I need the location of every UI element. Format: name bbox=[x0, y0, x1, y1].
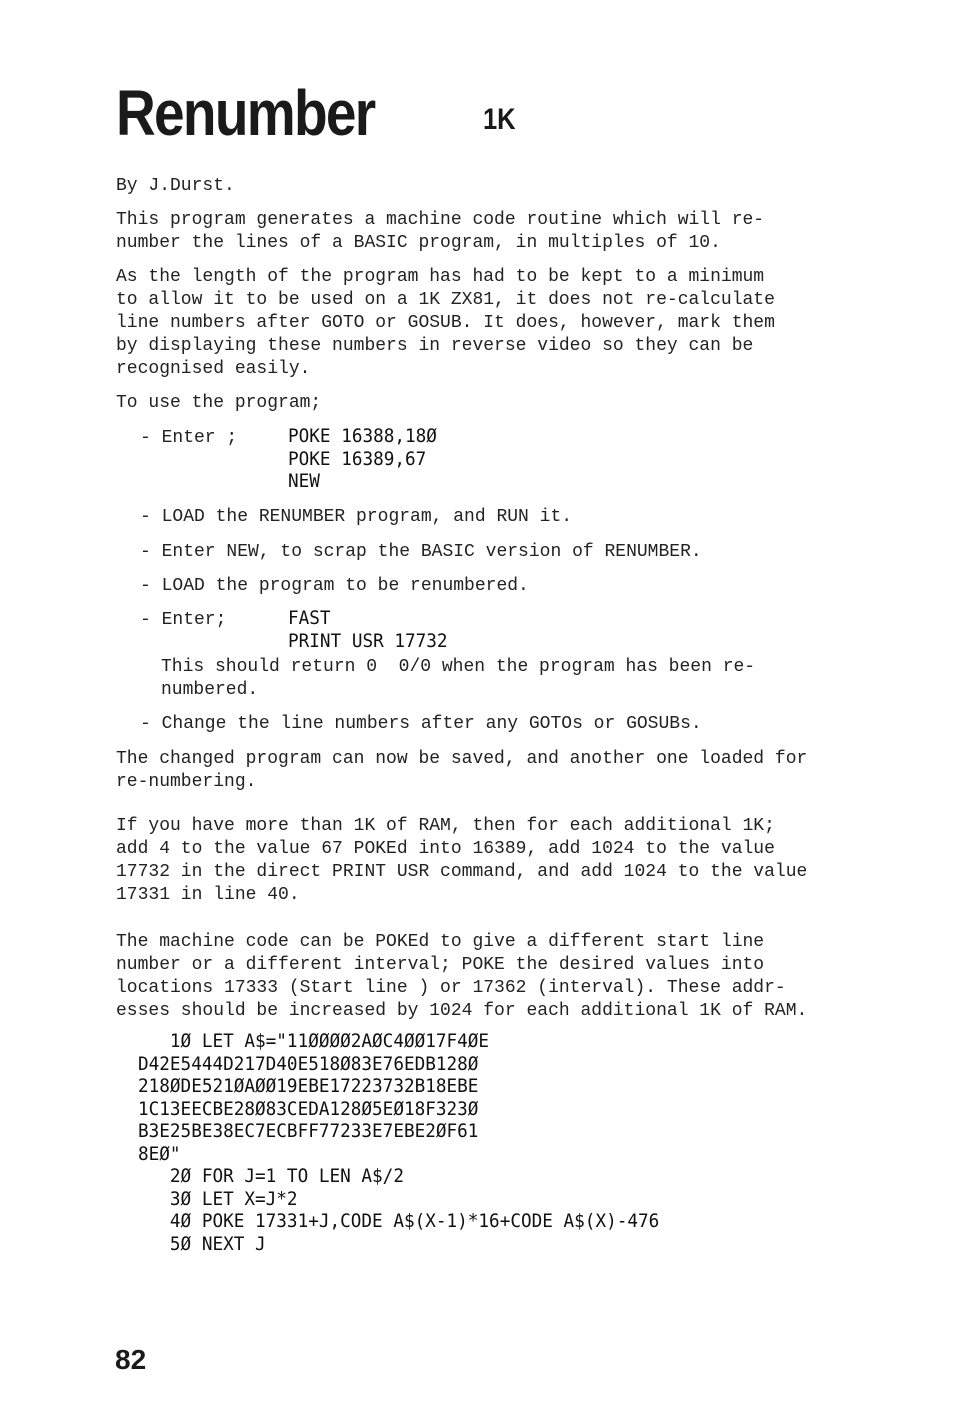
basic-listing: 1Ø LET A$="11ØØØØ2AØC4ØØ17F4ØE D42E5444D217D40E518Ø83E76EDB128Ø 218ØDE521ØAØØ19EBE17223732B18EBE 1C13EECBE28Ø83CEDA128Ø5EØ18F323Ø B3E25BE38EC7ECBFF77233E7EBE2ØF61 8EØ" 2Ø FOR J=1 TO LEN A$/2 3Ø LET X=J*2 4Ø POKE 17331+J,CODE A$(X-1)*16+CODE A$(X)-476 5Ø NEXT J bbox=[138, 1030, 660, 1255]
step-item: - LOAD the RENUMBER program, and RUN it. bbox=[140, 507, 573, 527]
body-paragraph: The machine code can be POKEd to give a different start line number or a different interval; POKE the desired values into locations 17333 (Start line ) or 17362 (interval). These addr- esses should be increased by 1024 for each additional 1K of RAM. bbox=[116, 932, 808, 1021]
memory-requirement: 1K bbox=[483, 103, 516, 136]
step-code: FAST PRINT USR 17732 bbox=[288, 607, 448, 652]
page-title: Renumber bbox=[116, 77, 375, 149]
step-note: This should return 0 0/0 when the program has been re- numbered. bbox=[161, 657, 756, 700]
intro-paragraph: To use the program; bbox=[116, 393, 322, 413]
body-paragraph: If you have more than 1K of RAM, then for each additional 1K; add 4 to the value 67 POKEd into 16389, add 1024 to the value 17732 in the direct PRINT USR command, and add 1024 to the value 17331 in line 40. bbox=[116, 816, 808, 905]
page-number: 82 bbox=[115, 1344, 147, 1375]
step-item: - Enter NEW, to scrap the BASIC version of RENUMBER. bbox=[140, 542, 702, 562]
step-label: - Enter; bbox=[140, 610, 227, 630]
body-paragraph: The changed program can now be saved, and another one loaded for re-numbering. bbox=[116, 749, 808, 792]
intro-paragraph: This program generates a machine code routine which will re- number the lines of a BASIC program, in multiples of 10. bbox=[116, 210, 765, 253]
title-row bbox=[116, 76, 516, 150]
step-item: - Change the line numbers after any GOTOs or GOSUBs. bbox=[140, 714, 702, 734]
byline: By J.Durst. bbox=[116, 176, 235, 196]
step-code: POKE 16388,18Ø POKE 16389,67 NEW bbox=[288, 425, 437, 492]
intro-paragraph: As the length of the program has had to be kept to a minimum to allow it to be used on a 1K ZX81, it does not re-calculate line numbers after GOTO or GOSUB. It does, however, mark them by displaying these numbers in reverse video so they can be recognised easily. bbox=[116, 267, 775, 379]
step-item: - LOAD the program to be renumbered. bbox=[140, 576, 529, 596]
step-label: - Enter ; bbox=[140, 428, 238, 448]
